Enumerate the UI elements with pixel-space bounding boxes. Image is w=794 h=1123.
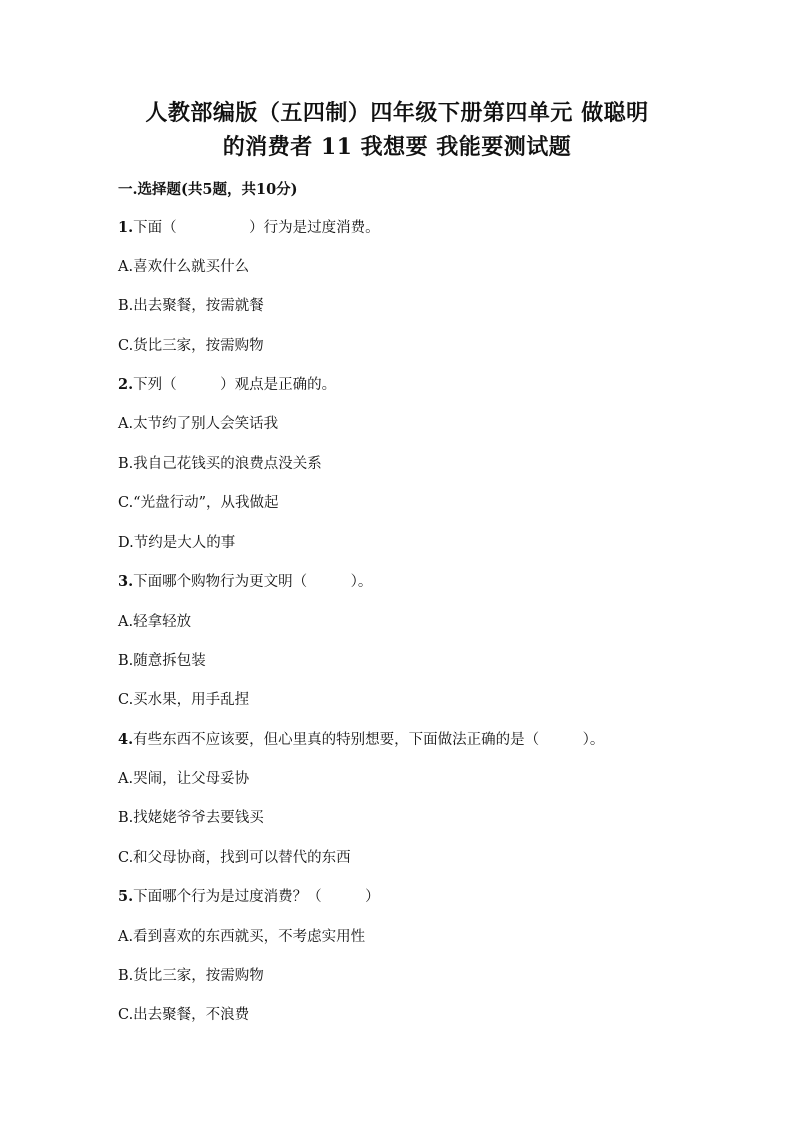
- question-3: [118, 572, 372, 592]
- question-stem: 下面（ ）行为是过度消费。: [133, 220, 380, 236]
- question-2-option-b: B.我自己花钱买的浪费点没关系: [118, 456, 322, 472]
- question-number: 3.: [118, 573, 134, 590]
- question-4-option-b: B.找姥姥爷爷去要钱买: [118, 810, 264, 826]
- question-2-option-a: A.太节约了别人会笑话我: [118, 416, 279, 432]
- question-stem: 下列（ ）观点是正确的。: [133, 377, 337, 393]
- question-1: [118, 218, 380, 238]
- question-stem: 有些东西不应该要，但心里真的特别想要，下面做法正确的是（ ）。: [133, 732, 605, 748]
- question-5: [118, 887, 380, 907]
- question-4-option-c: C.和父母协商，找到可以替代的东西: [118, 850, 351, 866]
- question-number: 5.: [118, 888, 134, 905]
- question-3-option-a: A.轻拿轻放: [118, 614, 192, 630]
- question-number: 1.: [118, 219, 134, 236]
- question-2-option-c: C.“光盘行动”，从我做起: [118, 495, 279, 511]
- question-4: [118, 730, 604, 750]
- question-1-option-b: B.出去聚餐，按需就餐: [118, 298, 264, 314]
- question-1-option-a: A.喜欢什么就买什么: [118, 259, 250, 275]
- question-stem: 下面哪个购物行为更文明（ ）。: [133, 574, 373, 590]
- question-4-option-a: A.哭闹，让父母妥协: [118, 771, 250, 787]
- question-5-option-b: B.货比三家，按需购物: [118, 968, 264, 984]
- document-title-line-2: 的消费者 11 我想要 我能要测试题: [222, 134, 572, 160]
- question-5-option-a: A.看到喜欢的东西就买，不考虑实用性: [118, 929, 366, 945]
- question-3-option-c: C.买水果，用手乱捏: [118, 692, 250, 708]
- question-2-option-d: D.节约是大人的事: [118, 535, 236, 551]
- question-5-option-c: C.出去聚餐，不浪费: [118, 1007, 250, 1023]
- section-heading: 一.选择题(共5题，共10分): [118, 181, 298, 198]
- question-3-option-b: B.随意拆包装: [118, 653, 206, 669]
- question-2: [118, 375, 336, 395]
- question-stem: 下面哪个行为是过度消费？（ ）: [133, 889, 380, 905]
- question-1-option-c: C.货比三家，按需购物: [118, 338, 264, 354]
- question-number: 4.: [118, 731, 134, 748]
- question-number: 2.: [118, 376, 134, 393]
- document-title-line-1: 人教部编版（五四制）四年级下册第四单元 做聪明: [145, 100, 649, 126]
